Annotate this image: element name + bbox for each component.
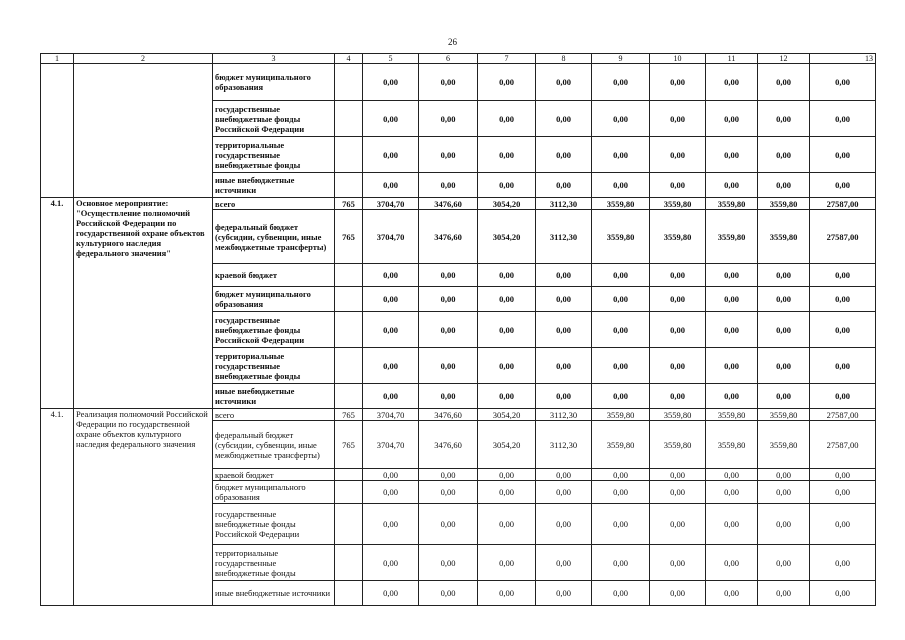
value-cell: 0,00 (478, 264, 536, 287)
value-cell: 3112,30 (536, 409, 592, 421)
value-cell: 0,00 (363, 137, 419, 173)
code-cell (335, 101, 363, 137)
value-cell: 0,00 (758, 581, 810, 606)
event-index: 4.1. (41, 409, 74, 606)
value-cell: 0,00 (650, 101, 706, 137)
value-cell: 0,00 (758, 384, 810, 409)
row-label: иные внебюджетные источники (213, 384, 335, 409)
header-cell: 9 (592, 54, 650, 64)
value-cell: 3559,80 (758, 421, 810, 469)
value-cell: 0,00 (810, 137, 876, 173)
value-cell: 3559,80 (650, 210, 706, 264)
value-cell: 0,00 (706, 581, 758, 606)
value-cell: 0,00 (419, 173, 478, 198)
value-cell: 0,00 (810, 469, 876, 481)
value-cell: 0,00 (810, 64, 876, 101)
value-cell: 0,00 (478, 481, 536, 504)
header-cell: 4 (335, 54, 363, 64)
page-number: 26 (448, 37, 457, 47)
value-cell: 0,00 (758, 64, 810, 101)
value-cell: 0,00 (650, 264, 706, 287)
value-cell: 0,00 (419, 64, 478, 101)
row-label: государственные внебюджетные фонды Российской Федерации (213, 101, 335, 137)
value-cell: 0,00 (592, 173, 650, 198)
code-cell (335, 581, 363, 606)
header-cell: 6 (419, 54, 478, 64)
value-cell: 0,00 (419, 348, 478, 384)
code-cell (335, 287, 363, 312)
value-cell: 0,00 (650, 64, 706, 101)
value-cell: 0,00 (419, 481, 478, 504)
header-cell: 5 (363, 54, 419, 64)
code-cell (335, 545, 363, 581)
code-cell: 765 (335, 210, 363, 264)
value-cell: 0,00 (810, 545, 876, 581)
value-cell: 0,00 (536, 312, 592, 348)
row-label: всего (213, 409, 335, 421)
value-cell: 0,00 (650, 287, 706, 312)
value-cell: 3476,60 (419, 421, 478, 469)
row-label: государственные внебюджетные фонды Российской Федерации (213, 504, 335, 545)
value-cell: 3559,80 (650, 198, 706, 210)
value-cell: 0,00 (363, 348, 419, 384)
value-cell: 0,00 (650, 469, 706, 481)
row-label: бюджет муниципального образования (213, 287, 335, 312)
value-cell: 0,00 (810, 384, 876, 409)
row-label: бюджет муниципального образования (213, 64, 335, 101)
value-cell: 0,00 (419, 504, 478, 545)
value-cell: 0,00 (536, 504, 592, 545)
value-cell: 0,00 (536, 173, 592, 198)
value-cell: 3559,80 (758, 409, 810, 421)
value-cell: 0,00 (478, 312, 536, 348)
header-row (41, 54, 876, 64)
event-name-cell (74, 64, 213, 198)
value-cell: 0,00 (592, 545, 650, 581)
value-cell: 0,00 (592, 101, 650, 137)
value-cell: 0,00 (810, 101, 876, 137)
value-cell: 0,00 (706, 469, 758, 481)
value-cell: 0,00 (592, 64, 650, 101)
header-cell: 2 (74, 54, 213, 64)
value-cell: 0,00 (419, 264, 478, 287)
value-cell: 0,00 (478, 469, 536, 481)
value-cell: 0,00 (758, 481, 810, 504)
value-cell: 3559,80 (758, 198, 810, 210)
value-cell: 0,00 (363, 545, 419, 581)
value-cell: 3054,20 (478, 210, 536, 264)
value-cell: 3559,80 (706, 198, 758, 210)
value-cell: 0,00 (810, 312, 876, 348)
value-cell: 0,00 (758, 137, 810, 173)
value-cell: 0,00 (592, 312, 650, 348)
value-cell: 0,00 (706, 481, 758, 504)
value-cell: 0,00 (592, 348, 650, 384)
value-cell: 0,00 (536, 101, 592, 137)
event-index: 4.1. (41, 198, 74, 409)
value-cell: 0,00 (478, 504, 536, 545)
value-cell: 0,00 (810, 348, 876, 384)
value-cell: 0,00 (419, 545, 478, 581)
code-cell (335, 504, 363, 545)
value-cell: 0,00 (810, 504, 876, 545)
value-cell: 0,00 (650, 137, 706, 173)
value-cell: 3559,80 (592, 409, 650, 421)
value-cell: 0,00 (706, 173, 758, 198)
value-cell: 0,00 (536, 545, 592, 581)
value-cell: 0,00 (419, 287, 478, 312)
value-cell: 0,00 (706, 504, 758, 545)
value-cell: 3559,80 (592, 210, 650, 264)
value-cell: 0,00 (478, 287, 536, 312)
code-cell (335, 137, 363, 173)
value-cell: 27587,00 (810, 421, 876, 469)
value-cell: 0,00 (419, 469, 478, 481)
value-cell: 0,00 (419, 312, 478, 348)
code-cell (335, 264, 363, 287)
header-cell: 10 (650, 54, 706, 64)
value-cell: 0,00 (536, 287, 592, 312)
budget-table (40, 53, 876, 606)
value-cell: 0,00 (536, 264, 592, 287)
value-cell: 0,00 (363, 469, 419, 481)
value-cell: 0,00 (592, 264, 650, 287)
event-name: Основное мероприятие: "Осуществление полномочий Российской Федерации по государственной охране объектов культурного наследия федерального значения" (74, 198, 213, 409)
value-cell: 0,00 (363, 581, 419, 606)
value-cell: 3704,70 (363, 421, 419, 469)
value-cell: 3559,80 (592, 421, 650, 469)
value-cell: 0,00 (706, 545, 758, 581)
value-cell: 0,00 (758, 504, 810, 545)
header-cell: 1 (41, 54, 74, 64)
value-cell: 3704,70 (363, 198, 419, 210)
value-cell: 0,00 (810, 287, 876, 312)
value-cell: 0,00 (363, 64, 419, 101)
value-cell: 0,00 (419, 581, 478, 606)
value-cell: 0,00 (650, 481, 706, 504)
value-cell: 0,00 (478, 101, 536, 137)
table-row (41, 409, 876, 421)
row-label: федеральный бюджет (субсидии, субвенции, иные межбюджетные трансферты) (213, 210, 335, 264)
row-label: всего (213, 198, 335, 210)
value-cell: 0,00 (706, 287, 758, 312)
value-cell: 0,00 (810, 481, 876, 504)
value-cell: 0,00 (592, 581, 650, 606)
value-cell: 0,00 (706, 348, 758, 384)
value-cell: 0,00 (592, 469, 650, 481)
value-cell: 0,00 (758, 264, 810, 287)
header-cell: 3 (213, 54, 335, 64)
code-cell: 765 (335, 421, 363, 469)
value-cell: 0,00 (536, 481, 592, 504)
row-label: бюджет муниципального образования (213, 481, 335, 504)
value-cell: 0,00 (758, 101, 810, 137)
value-cell: 0,00 (706, 101, 758, 137)
value-cell: 0,00 (706, 64, 758, 101)
value-cell: 0,00 (650, 384, 706, 409)
header-cell: 8 (536, 54, 592, 64)
value-cell: 0,00 (810, 173, 876, 198)
value-cell: 0,00 (706, 264, 758, 287)
table-row (41, 198, 876, 210)
value-cell: 0,00 (419, 384, 478, 409)
value-cell: 0,00 (536, 137, 592, 173)
value-cell: 0,00 (536, 384, 592, 409)
row-label: территориальные государственные внебюджетные фонды (213, 545, 335, 581)
row-label: иные внебюджетные источники (213, 173, 335, 198)
value-cell: 3559,80 (650, 409, 706, 421)
header-cell: 7 (478, 54, 536, 64)
value-cell: 0,00 (478, 348, 536, 384)
value-cell: 0,00 (363, 101, 419, 137)
code-cell (335, 64, 363, 101)
value-cell: 27587,00 (810, 409, 876, 421)
value-cell: 0,00 (478, 137, 536, 173)
value-cell: 0,00 (650, 545, 706, 581)
value-cell: 0,00 (478, 173, 536, 198)
value-cell: 0,00 (706, 312, 758, 348)
value-cell: 3559,80 (758, 210, 810, 264)
code-cell: 765 (335, 198, 363, 210)
code-cell: 765 (335, 409, 363, 421)
row-label: федеральный бюджет (субсидии, субвенции, иные межбюджетные трансферты) (213, 421, 335, 469)
code-cell (335, 384, 363, 409)
value-cell: 0,00 (758, 173, 810, 198)
value-cell: 0,00 (810, 264, 876, 287)
value-cell: 0,00 (363, 287, 419, 312)
value-cell: 0,00 (478, 581, 536, 606)
row-label: краевой бюджет (213, 469, 335, 481)
header-cell: 13 (810, 54, 876, 64)
value-cell: 0,00 (650, 581, 706, 606)
value-cell: 0,00 (650, 312, 706, 348)
value-cell: 0,00 (536, 64, 592, 101)
index-cell (41, 64, 74, 198)
value-cell: 0,00 (536, 348, 592, 384)
table-row (41, 64, 876, 101)
value-cell: 0,00 (419, 101, 478, 137)
value-cell: 0,00 (363, 264, 419, 287)
value-cell: 3559,80 (592, 198, 650, 210)
value-cell: 0,00 (592, 481, 650, 504)
row-label: территориальные государственные внебюджетные фонды (213, 137, 335, 173)
value-cell: 0,00 (810, 581, 876, 606)
value-cell: 3559,80 (650, 421, 706, 469)
row-label: государственные внебюджетные фонды Российской Федерации (213, 312, 335, 348)
value-cell: 3476,60 (419, 198, 478, 210)
value-cell: 3112,30 (536, 421, 592, 469)
value-cell: 0,00 (478, 64, 536, 101)
value-cell: 3112,30 (536, 198, 592, 210)
value-cell: 3112,30 (536, 210, 592, 264)
value-cell: 0,00 (478, 545, 536, 581)
value-cell: 3559,80 (706, 421, 758, 469)
code-cell (335, 469, 363, 481)
value-cell: 0,00 (650, 504, 706, 545)
value-cell: 3559,80 (706, 409, 758, 421)
value-cell: 3054,20 (478, 198, 536, 210)
value-cell: 3704,70 (363, 210, 419, 264)
header-cell: 11 (706, 54, 758, 64)
value-cell: 0,00 (592, 137, 650, 173)
event-name: Реализация полномочий Российской Федерации по государственной охране объектов культурного наследия федерального значения (74, 409, 213, 606)
code-cell (335, 348, 363, 384)
value-cell: 0,00 (758, 545, 810, 581)
value-cell: 3054,20 (478, 421, 536, 469)
value-cell: 0,00 (592, 384, 650, 409)
header-cell: 12 (758, 54, 810, 64)
row-label: краевой бюджет (213, 264, 335, 287)
value-cell: 0,00 (592, 504, 650, 545)
value-cell: 0,00 (592, 287, 650, 312)
code-cell (335, 481, 363, 504)
value-cell: 0,00 (536, 581, 592, 606)
value-cell: 0,00 (650, 173, 706, 198)
value-cell: 3559,80 (706, 210, 758, 264)
value-cell: 0,00 (758, 469, 810, 481)
value-cell: 3054,20 (478, 409, 536, 421)
value-cell: 0,00 (758, 287, 810, 312)
value-cell: 0,00 (706, 384, 758, 409)
value-cell: 0,00 (419, 137, 478, 173)
value-cell: 27587,00 (810, 198, 876, 210)
value-cell: 0,00 (650, 348, 706, 384)
value-cell: 0,00 (363, 384, 419, 409)
value-cell: 0,00 (363, 481, 419, 504)
value-cell: 0,00 (363, 173, 419, 198)
code-cell (335, 312, 363, 348)
value-cell: 0,00 (758, 312, 810, 348)
value-cell: 0,00 (363, 504, 419, 545)
value-cell: 0,00 (706, 137, 758, 173)
value-cell: 3704,70 (363, 409, 419, 421)
code-cell (335, 173, 363, 198)
row-label: территориальные государственные внебюджетные фонды (213, 348, 335, 384)
value-cell: 0,00 (758, 348, 810, 384)
value-cell: 0,00 (536, 469, 592, 481)
value-cell: 0,00 (363, 312, 419, 348)
value-cell: 0,00 (478, 384, 536, 409)
value-cell: 3476,60 (419, 409, 478, 421)
row-label: иные внебюджетные источники (213, 581, 335, 606)
value-cell: 3476,60 (419, 210, 478, 264)
value-cell: 27587,00 (810, 210, 876, 264)
